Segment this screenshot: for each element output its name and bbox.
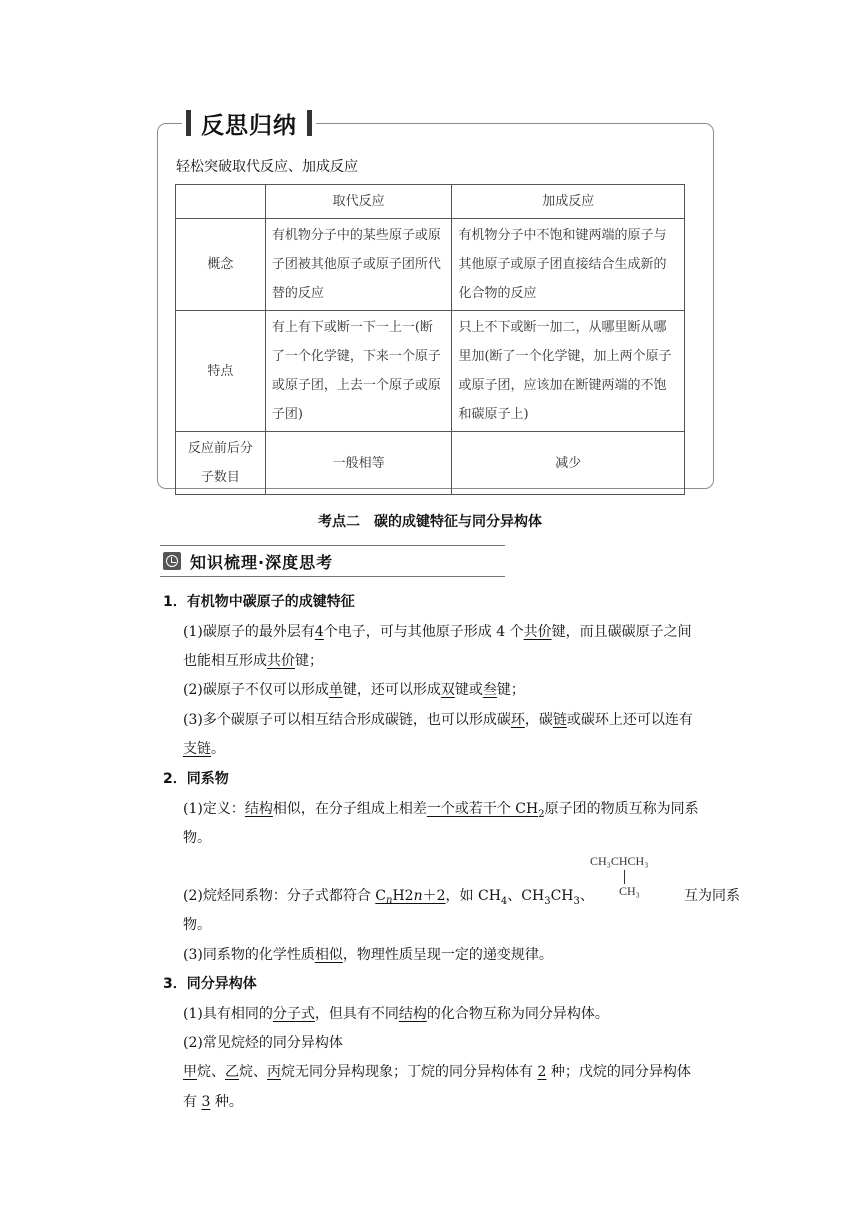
table-cell: 有机物分子中不饱和键两端的原子与其他原子或原子团直接结合生成新的化合物的反应 [452,219,685,311]
reflect-title-bar [182,104,316,142]
text: 也能相互形成 [183,653,267,669]
table-row-label: 概念 [176,219,266,311]
text: n [413,888,423,904]
answer-blank: 丙 [267,1064,281,1080]
item-number: 1． [163,594,187,610]
text: ，如 CH [445,888,501,904]
item-heading [163,974,257,994]
subscript: 4 [500,895,508,907]
answer-blank: 4 [314,624,324,640]
table-cell: 只上不下或断一加二，从哪里断从哪里加(断了一个化学键，加上两个原子或原子团，应该加在断键两端的不饱和碳原子上) [452,311,685,432]
paragraph-line [183,680,525,700]
reflect-caption: 轻松突破取代反应、加成反应 [176,159,358,175]
subscript: n [386,895,393,906]
knowledge-banner [160,545,505,577]
formula-bond [624,870,625,884]
clock-icon [163,552,181,570]
answer-blank [375,888,445,904]
reflect-title: 反思归纳 [201,112,297,139]
text: 种。 [210,1094,243,1110]
answer-blank: 相似 [314,947,343,963]
text: 键； [496,682,525,698]
table-row [176,311,685,432]
table-row-label: 反应前后分子数目 [176,432,266,495]
answer-blank: 支链 [183,741,211,757]
answer-blank: 甲 [183,1064,197,1080]
item-title: 有机物中碳原子的成键特征 [186,594,355,610]
banner-title: 知识梳理·深度思考 [190,553,334,572]
text: 一个或若干个 CH [426,801,539,817]
paragraph-line [183,945,553,965]
isobutane-formula [590,852,670,902]
answer-blank: 乙 [225,1064,239,1080]
paragraph-line [183,622,692,642]
formula-top: CH₃CHCH₃ [590,854,649,868]
text: 相似，在分子组成上相差 [272,801,427,817]
item-number: 2． [163,771,187,787]
formula-bottom: CH₃ [619,884,640,898]
paragraph-line [183,651,323,671]
answer-blank [426,801,545,820]
text: 有 [183,1094,202,1110]
table-header-cell: 加成反应 [452,185,685,219]
text: (1)具有相同的 [183,1006,273,1022]
subscript: 2 [538,808,545,820]
answer-blank: 2 [537,1064,547,1080]
title-bar-right [307,110,312,136]
answer-blank: 链 [552,712,567,728]
item-heading [163,769,229,789]
section-heading: 考点二 碳的成键特征与同分异构体 [318,514,542,530]
item-number: 3． [163,976,187,992]
text: 、CH [507,888,545,904]
answer-blank: 叁 [482,682,497,698]
paragraph-line [183,739,225,759]
item-title: 同分异构体 [186,976,257,992]
answer-blank: 结构 [244,801,273,817]
paragraph-line: (2)常见烷烃的同分异构体 [183,1035,343,1051]
text: 的化合物互称为同分异构体。 [426,1006,609,1022]
text: CH [550,888,574,904]
table-cell: 有上有下或断一下一上一(断了一个化学键，下来一个原子或原子团，上去一个原子或原子团) [265,311,452,432]
text: 、 [579,888,594,904]
text: C [375,888,386,904]
paragraph-line [183,710,693,730]
paragraph-line [183,799,699,825]
answer-blank: 结构 [398,1006,427,1022]
paragraph-line: 物。 [183,917,211,933]
paragraph-line [183,1092,243,1112]
table-row [176,219,685,311]
table-cell: 一般相等 [265,432,452,495]
text: ＋2 [422,888,446,904]
text: (2)碳原子不仅可以形成 [183,682,329,698]
table-header-row [176,185,685,219]
text: (2)烷烃同系物：分子式都符合 [183,888,376,904]
answer-blank: 双 [440,682,455,698]
text: 或碳环上还可以连有 [566,712,693,728]
answer-blank: 分子式 [272,1006,315,1022]
text: ，但具有不同 [314,1006,399,1022]
text: 烷、 [197,1064,225,1080]
text: 烷、 [239,1064,267,1080]
subscript: 3 [573,895,580,907]
paragraph-line: 互为同系 [684,888,740,904]
text: 键，而且碳碳原子之间 [551,624,692,640]
table-header-cell: 取代反应 [265,185,452,219]
paragraph-line [183,1004,609,1024]
title-bar-left [186,110,191,136]
text: (3)同系物的化学性质 [183,947,315,963]
text: ，碳 [524,712,553,728]
text: 个电子，可与其他原子形成 4 个 [323,624,524,640]
paragraph-line [183,886,594,912]
text: 原子团的物质互称为同系 [544,801,699,817]
table-cell: 有机物分子中的某些原子或原子团被其他原子或原子团所代替的反应 [265,219,452,311]
item-heading [163,592,355,612]
text: ，物理性质呈现一定的递变规律。 [342,947,553,963]
text: 键； [295,653,323,669]
answer-blank: 共价 [267,653,295,669]
text: (3)多个碳原子可以相互结合形成碳链，也可以形成碳 [183,712,511,728]
paragraph-line: 物。 [183,830,211,846]
text: 种；戊烷的同分异构体 [546,1064,691,1080]
text: 键或 [454,682,483,698]
answer-blank: 共价 [523,624,552,640]
text: 。 [211,741,225,757]
paragraph-line [183,1062,691,1082]
text: (1)定义： [183,801,245,817]
item-title: 同系物 [186,771,229,787]
subscript: 3 [544,895,551,907]
text: H2 [392,888,414,904]
answer-blank: 环 [510,712,525,728]
answer-blank: 3 [201,1094,211,1110]
text: (1)碳原子的最外层有 [183,624,315,640]
table-header-cell [176,185,266,219]
comparison-table [175,184,685,495]
table-row [176,432,685,495]
text: 烷无同分异构现象；丁烷的同分异构体有 [281,1064,538,1080]
table-row-label: 特点 [176,311,266,432]
text: 键，还可以形成 [342,682,441,698]
answer-blank: 单 [328,682,343,698]
table-cell: 减少 [452,432,685,495]
